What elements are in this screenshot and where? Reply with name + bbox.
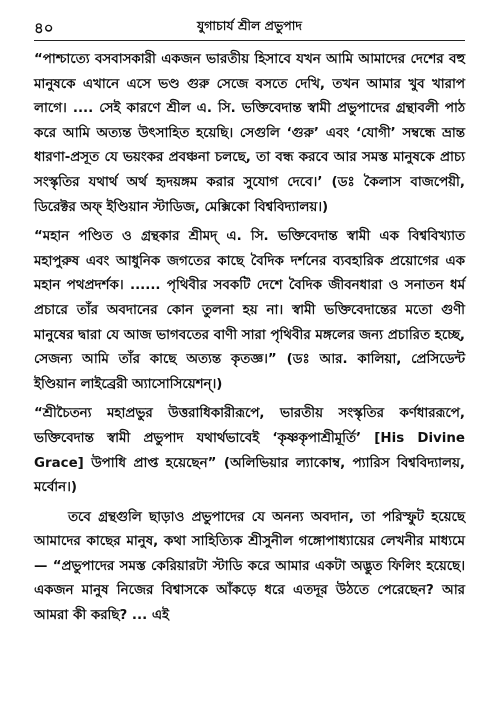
body-paragraph (34, 506, 465, 629)
quote-paragraph-3 (34, 402, 465, 500)
quote-text: “পাশ্চাত্যে বসবাসকারী একজন ভারতীয় হিসাবে যখন আমি আমাদের দেশের বহু মানুষকে এখানে এসে ভণ্ড গুরু সেজে বসতে দেখি, তখন আমার খুব খারাপ লাগে। .... সেই কারণে শ্রীল এ. সি. ভক্তিবেদান্ত স্বামী প্রভুপাদের গ্রন্থাবলী পাঠ করে আমি অত্যন্ত উৎসাহিত হয়েছি। সেগুলি ‘গুরু’ এবং ‘যোগী’ সম্বন্ধে ভ্রান্ত ধারণা-প্রসূত যে ভয়ংকর প্রবঞ্চনা চলছে, তা বন্ধ করবে আর সমস্ত মানুষকে প্রাচ্য সংস্কৃতির যথার্থ অর্থ হৃদয়ঙ্গম করার সুযোগ দেবে।’ (34, 52, 465, 190)
page-number: ৪০ (34, 19, 54, 37)
page-body (34, 48, 465, 634)
quote-citation: (ডঃ আর. কালিয়া, প্রেসিডেন্ট ইণ্ডিয়ান লাইব্রেরী অ্যাসোসিয়েশন্।) (34, 352, 465, 392)
quote-citation: (ডঃ কৈলাস বাজপেয়ী, ডিরেক্টর অফ্ ইণ্ডিয়ান স্টাডিজ, মেক্সিকো বিশ্ববিদ্যালয়।) (34, 174, 465, 215)
quote-citation: (অলিভিয়ার ল্যাকোম্ব, প্যারিস বিশ্ববিদ্যালয়, মর্বোন।) (34, 455, 465, 496)
quote-text: “মহান পণ্ডিত ও গ্রন্থকার শ্রীমদ্ এ. সি. ভক্তিবেদান্ত স্বামী এক বিশ্ববিখ্যাত মহাপুরুষ এবং আধুনিক জগতের কাছে বৈদিক দর্শনের ব্যবহারিক প্রয়োগের এক মহান পথপ্রদর্শক। ...... পৃথিবীর সবকটি দেশে বৈদিক জীবনধারা ও সনাতন ধর্ম প্রচারে তাঁর অবদানের কোন তুলনা হয় না। স্বামী ভক্তিবেদান্তের মতো গুণী মানুষের দ্বারা যে আজ ভাগবতের বাণী সারা পৃথিবীর মঙ্গলের জন্য প্রচারিত হচ্ছে, সেজন্য আমি তাঁর কাছে অত্যন্ত কৃতজ্ঞ।” (34, 229, 465, 368)
quote-paragraph-1 (34, 48, 465, 220)
quote-paragraph-2 (34, 225, 465, 397)
page-header (34, 14, 465, 41)
running-title: যুগাচার্য শ্রীল প্রভুপাদ (197, 18, 302, 33)
paragraph-text: তবে গ্রন্থগুলি ছাড়াও প্রভুপাদের যে অনন্য অবদান, তা পরিস্ফুট হয়েছে আমাদের কাছের মানুষ, কথা সাহিত্যিক শ্রীসুনীল গঙ্গোপাধ্যায়ের লেখনীর মাধ্যমে — “প্রভুপাদের সমস্ত কেরিয়ারটা স্টাডি করে আমার একটা অদ্ভুত ফিলিং হয়েছে। একজন মানুষ নিজের বিশ্বাসকে আঁকড়ে ধরে এতদূর উঠতে পেরেছেন? আর আমরা কী করছি? ... এই (34, 509, 465, 624)
quote-text: “শ্রীচৈতন্য মহাপ্রভুর উত্তরাধিকারীরূপে, ভারতীয় সংস্কৃতির কর্ণধাররূপে, ভক্তিবেদান্ত স্বামী প্রভুপাদ যথার্থভাবেই ‘কৃষ্ণকৃপাশ্রীমূর্তি’ [His Divine Grace] উপাধি প্রাপ্ত হয়েছেন” (34, 406, 465, 471)
